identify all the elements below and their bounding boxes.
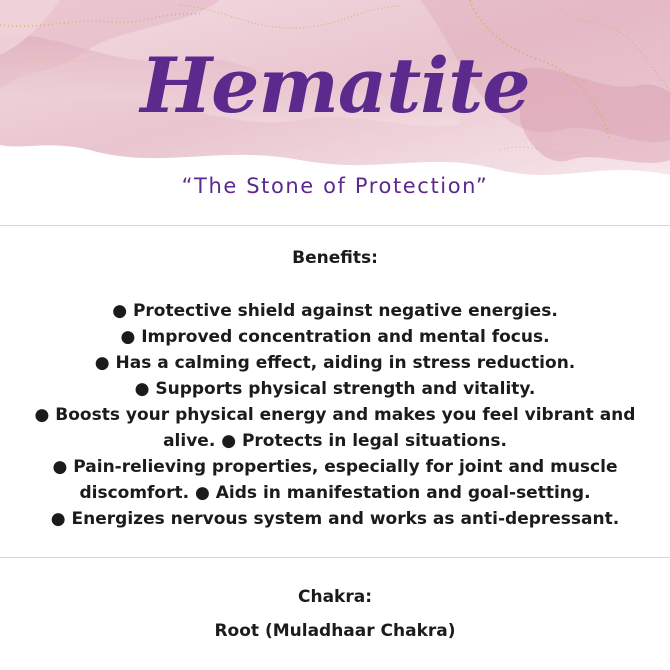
stone-title: Hematite (140, 41, 530, 130)
chakra-heading: Chakra: (297, 587, 372, 607)
stone-subtitle: “The Stone of Protection” (181, 174, 489, 198)
benefit-line: ● Protective shield against negative energies. (112, 301, 558, 321)
benefit-line: discomfort. ● Aids in manifestation and goal-setting. (79, 483, 591, 503)
benefits-list (30, 298, 640, 532)
chakra-section (0, 584, 670, 644)
benefit-line: alive. ● Protects in legal situations. (163, 431, 507, 451)
benefit-line: ● Boosts your physical energy and makes you feel vibrant and (34, 405, 636, 425)
benefits-section (30, 246, 640, 532)
benefit-line: ● Energizes nervous system and works as anti-depressant. (50, 509, 620, 529)
benefit-line: ● Supports physical strength and vitality. (134, 379, 536, 399)
divider-top (0, 225, 670, 226)
benefit-line: ● Pain-relieving properties, especially for joint and muscle (52, 457, 618, 477)
chakra-value: Root (Muladhaar Chakra) (214, 621, 456, 641)
benefit-line: ● Has a calming effect, aiding in stress reduction. (94, 353, 576, 373)
divider-bottom (0, 557, 670, 558)
benefits-heading: Benefits: (292, 248, 378, 268)
benefit-line: ● Improved concentration and mental focus. (120, 327, 550, 347)
